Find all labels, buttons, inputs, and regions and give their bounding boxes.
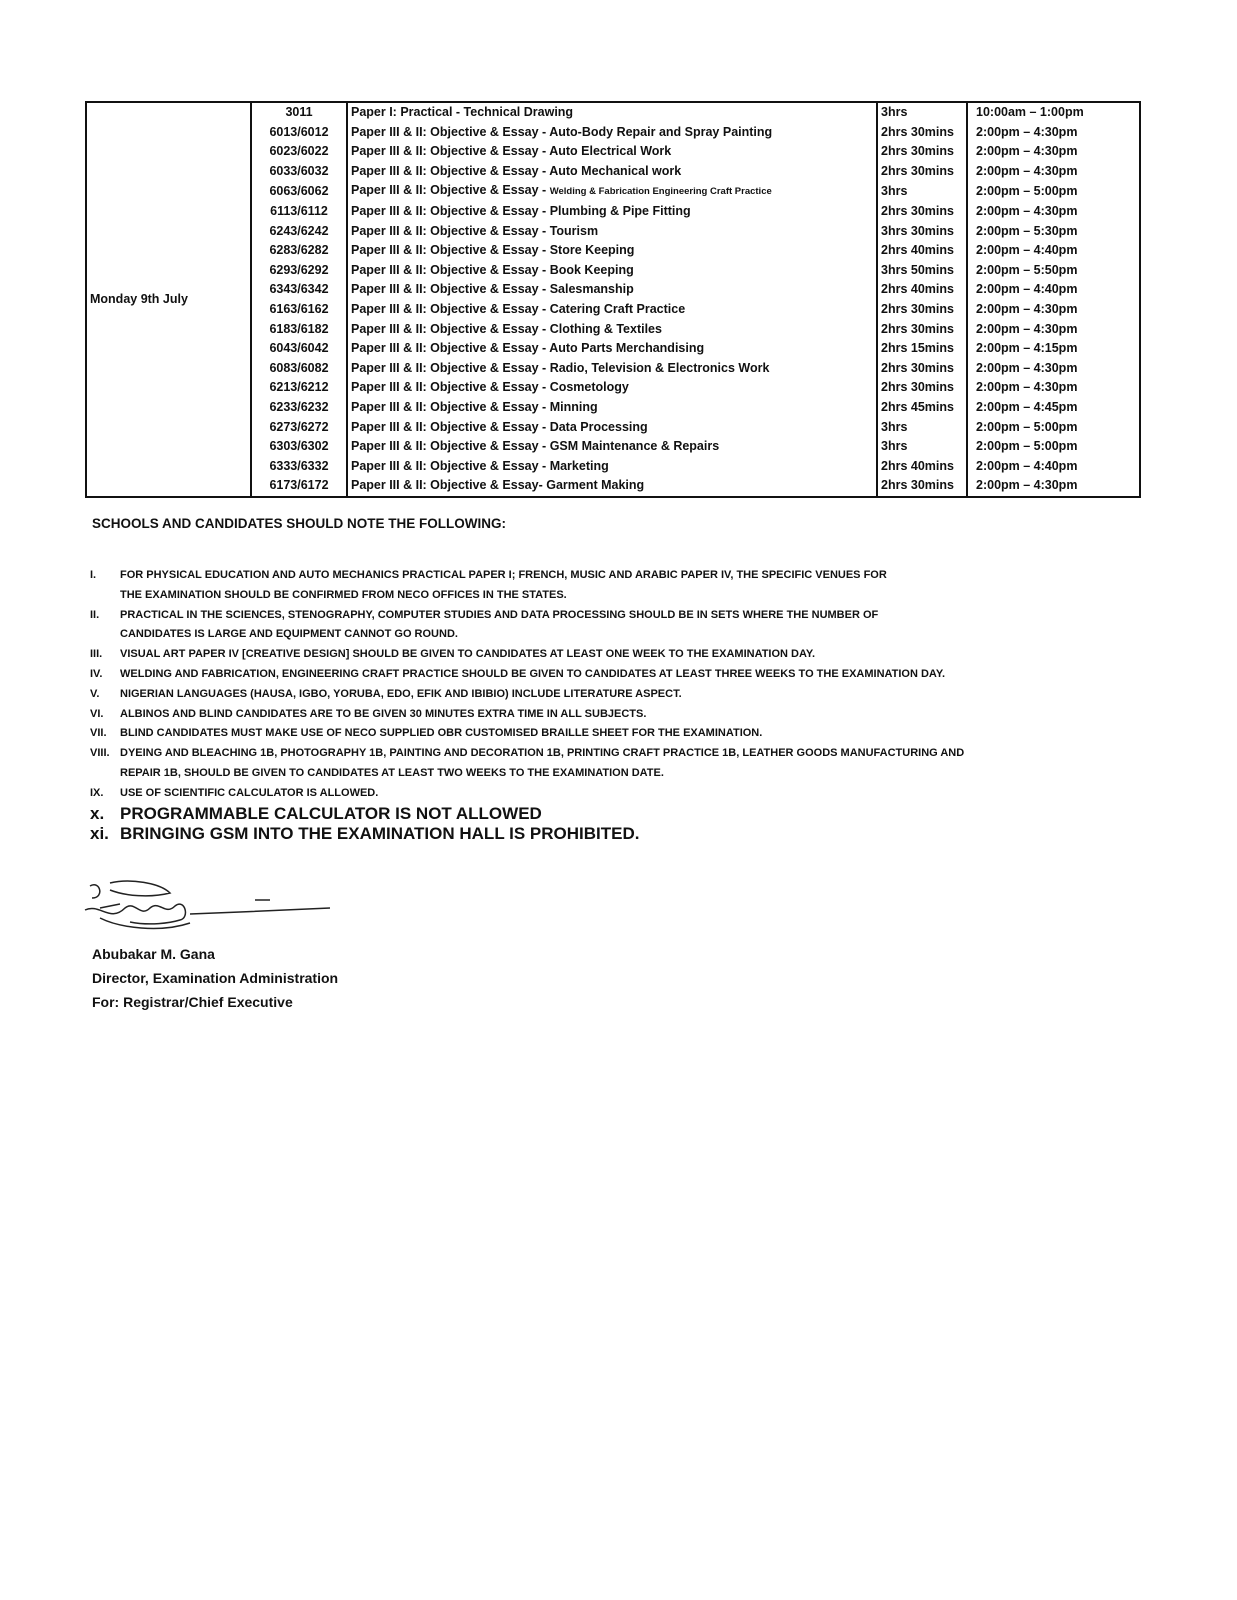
- note-number: III.: [90, 648, 103, 661]
- paper-code: 6333/6332: [251, 457, 347, 477]
- time-slot: 2:00pm – 5:50pm: [967, 261, 1140, 281]
- paper-title-text: Paper III & II: Objective & Essay - Auto Electrical Work: [351, 144, 672, 159]
- paper-code: 6083/6082: [251, 359, 347, 379]
- time-slot: 2:00pm – 4:30pm: [967, 123, 1140, 143]
- note-text: BLIND CANDIDATES MUST MAKE USE OF NECO SUPPLIED OBR CUSTOMISED BRAILLE SHEET FOR THE EXAMINATION.: [120, 727, 763, 740]
- duration: 2hrs 30mins: [877, 378, 967, 398]
- paper-title-text: Paper III & II: Objective & Essay - GSM Maintenance & Repairs: [351, 439, 720, 454]
- paper-title: [347, 142, 877, 162]
- time-slot: 2:00pm – 4:30pm: [967, 476, 1140, 497]
- time-slot: 2:00pm – 4:30pm: [967, 359, 1140, 379]
- paper-code: 6063/6062: [251, 181, 347, 202]
- paper-title-text: Paper III & II: Objective & Essay - Book Keeping: [351, 262, 634, 277]
- duration: 2hrs 30mins: [877, 162, 967, 182]
- time-slot: 10:00am – 1:00pm: [967, 102, 1140, 123]
- paper-code: 6293/6292: [251, 261, 347, 281]
- paper-code: 6033/6032: [251, 162, 347, 182]
- note-item: [90, 685, 964, 705]
- paper-code: 6173/6172: [251, 476, 347, 497]
- note-number: IX.: [90, 786, 104, 799]
- paper-title: [347, 261, 877, 281]
- note-number: I.: [90, 569, 97, 581]
- time-slot: 2:00pm – 4:30pm: [967, 300, 1140, 320]
- note-number: V.: [90, 687, 100, 700]
- time-slot: 2:00pm – 4:40pm: [967, 280, 1140, 300]
- duration: 2hrs 40mins: [877, 241, 967, 261]
- notes-title: SCHOOLS AND CANDIDATES SHOULD NOTE THE FOLLOWING:: [92, 516, 506, 531]
- note-number: II.: [90, 608, 100, 621]
- duration: 2hrs 45mins: [877, 398, 967, 418]
- paper-title: [347, 280, 877, 300]
- paper-code: 6113/6112: [251, 202, 347, 222]
- paper-title: [347, 320, 877, 340]
- notes-list: [90, 566, 964, 844]
- exam-timetable: [85, 101, 1141, 498]
- note-item: [90, 665, 964, 685]
- note-text: PROGRAMMABLE CALCULATOR IS NOT ALLOWED: [120, 803, 542, 823]
- paper-title: [347, 359, 877, 379]
- paper-title: [347, 102, 877, 123]
- paper-title: [347, 457, 877, 477]
- paper-title: [347, 418, 877, 438]
- paper-title-text: Paper III & II: Objective & Essay - Tourism: [351, 223, 599, 238]
- paper-code: 6163/6162: [251, 300, 347, 320]
- paper-title-text: Paper III & II: Objective & Essay - Catering Craft Practice: [351, 301, 686, 316]
- time-slot: 2:00pm – 4:40pm: [967, 457, 1140, 477]
- note-item: [90, 606, 964, 646]
- paper-code: 6043/6042: [251, 339, 347, 359]
- note-number: VI.: [90, 707, 104, 720]
- note-item: [90, 824, 964, 844]
- note-text: NIGERIAN LANGUAGES (HAUSA, IGBO, YORUBA, EDO, EFIK AND IBIBIO) INCLUDE LITERATURE ASPECT.: [120, 687, 682, 700]
- paper-title-text: Paper III & II: Objective & Essay - Clothing & Textiles: [351, 321, 662, 336]
- paper-code: 3011: [251, 102, 347, 123]
- paper-title-text: Paper I: Practical - Technical Drawing: [351, 105, 574, 119]
- note-text-continued: THE EXAMINATION SHOULD BE CONFIRMED FROM NECO OFFICES IN THE STATES.: [120, 588, 567, 601]
- duration: 3hrs 50mins: [877, 261, 967, 281]
- paper-title: [347, 222, 877, 242]
- paper-code: 6013/6012: [251, 123, 347, 143]
- note-text: DYEING AND BLEACHING 1B, PHOTOGRAPHY 1B, PAINTING AND DECORATION 1B, PRINTING CRAFT PRACTICE 1B, LEATHER GOODS MANUFACTURING AND: [120, 747, 965, 760]
- paper-code: 6343/6342: [251, 280, 347, 300]
- duration: 2hrs 30mins: [877, 359, 967, 379]
- paper-code: 6023/6022: [251, 142, 347, 162]
- time-slot: 2:00pm – 5:00pm: [967, 418, 1140, 438]
- note-text: USE OF SCIENTIFIC CALCULATOR IS ALLOWED.: [120, 786, 379, 799]
- time-slot: 2:00pm – 4:30pm: [967, 202, 1140, 222]
- paper-title-text: Paper III & II: Objective & Essay - Auto Mechanical work: [351, 163, 682, 178]
- note-item: [90, 744, 964, 784]
- paper-title: [347, 181, 877, 202]
- note-item: [90, 804, 964, 824]
- paper-title: [347, 162, 877, 182]
- paper-title-text: Paper III & II: Objective & Essay - Auto Parts Merchandising: [351, 341, 705, 356]
- note-item: [90, 705, 964, 725]
- paper-title-text: Paper III & II: Objective & Essay - Plumbing & Pipe Fitting: [351, 203, 691, 218]
- duration: 2hrs 15mins: [877, 339, 967, 359]
- paper-code: 6183/6182: [251, 320, 347, 340]
- note-text: BRINGING GSM INTO THE EXAMINATION HALL IS PROHIBITED.: [120, 823, 640, 843]
- note-text: FOR PHYSICAL EDUCATION AND AUTO MECHANICS PRACTICAL PAPER I; FRENCH, MUSIC AND ARABIC PAPER IV, THE SPECIFIC VENUES FOR: [120, 569, 887, 581]
- paper-title-text: Paper III & II: Objective & Essay - Data Processing: [351, 419, 648, 434]
- note-text-continued: CANDIDATES IS LARGE AND EQUIPMENT CANNOT GO ROUND.: [120, 628, 458, 641]
- time-slot: 2:00pm – 4:30pm: [967, 320, 1140, 340]
- paper-title: [347, 202, 877, 222]
- time-slot: 2:00pm – 4:30pm: [967, 162, 1140, 182]
- time-slot: 2:00pm – 5:00pm: [967, 181, 1140, 202]
- paper-title: [347, 398, 877, 418]
- paper-title: [347, 241, 877, 261]
- signer-name: Abubakar M. Gana: [92, 946, 215, 962]
- note-item: [90, 645, 964, 665]
- paper-title-text: Paper III & II: Objective & Essay -: [351, 183, 550, 198]
- paper-title: [347, 339, 877, 359]
- time-slot: 2:00pm – 4:15pm: [967, 339, 1140, 359]
- time-slot: 2:00pm – 4:30pm: [967, 142, 1140, 162]
- paper-title-small: Welding & Fabrication Engineering Craft Practice: [549, 186, 772, 198]
- paper-code: 6303/6302: [251, 437, 347, 457]
- duration: 2hrs 30mins: [877, 123, 967, 143]
- paper-title-text: Paper III & II: Objective & Essay - Minning: [351, 399, 598, 414]
- time-slot: 2:00pm – 4:40pm: [967, 241, 1140, 261]
- paper-title: [347, 300, 877, 320]
- paper-title: [347, 437, 877, 457]
- note-number: VIII.: [90, 747, 110, 760]
- note-number: IV.: [90, 667, 103, 680]
- signer-block: [92, 942, 338, 1014]
- time-slot: 2:00pm – 5:00pm: [967, 437, 1140, 457]
- paper-title: [347, 378, 877, 398]
- paper-code: 6283/6282: [251, 241, 347, 261]
- duration: 3hrs: [877, 418, 967, 438]
- duration: 2hrs 30mins: [877, 142, 967, 162]
- paper-code: 6273/6272: [251, 418, 347, 438]
- duration: 2hrs 30mins: [877, 202, 967, 222]
- duration: 3hrs: [877, 102, 967, 123]
- note-number: xi.: [90, 823, 109, 843]
- time-slot: 2:00pm – 4:30pm: [967, 378, 1140, 398]
- duration: 2hrs 30mins: [877, 476, 967, 497]
- duration: 3hrs: [877, 437, 967, 457]
- paper-title-text: Paper III & II: Objective & Essay - Salesmanship: [351, 282, 634, 297]
- time-slot: 2:00pm – 5:30pm: [967, 222, 1140, 242]
- signer-title: Director, Examination Administration: [92, 970, 339, 986]
- note-number: x.: [90, 803, 105, 823]
- time-slot: 2:00pm – 4:45pm: [967, 398, 1140, 418]
- duration: 2hrs 30mins: [877, 320, 967, 340]
- paper-code: 6213/6212: [251, 378, 347, 398]
- note-item: [90, 566, 964, 606]
- paper-title: [347, 476, 877, 497]
- duration: 2hrs 40mins: [877, 457, 967, 477]
- duration: 2hrs 40mins: [877, 280, 967, 300]
- signer-for: For: Registrar/Chief Executive: [92, 994, 293, 1010]
- note-text-continued: REPAIR 1B, SHOULD BE GIVEN TO CANDIDATES AT LEAST TWO WEEKS TO THE EXAMINATION DATE.: [120, 766, 664, 779]
- paper-title-text: Paper III & II: Objective & Essay - Cosmetology: [351, 380, 629, 395]
- exam-date: Monday 9th July: [86, 102, 251, 497]
- paper-title-text: Paper III & II: Objective & Essay - Radio, Television & Electronics Work: [351, 360, 770, 375]
- note-item: [90, 724, 964, 744]
- note-item: [90, 784, 964, 804]
- note-text: ALBINOS AND BLIND CANDIDATES ARE TO BE GIVEN 30 MINUTES EXTRA TIME IN ALL SUBJECTS.: [120, 707, 647, 720]
- paper-code: 6243/6242: [251, 222, 347, 242]
- paper-title-text: Paper III & II: Objective & Essay- Garment Making: [351, 478, 645, 493]
- note-text: VISUAL ART PAPER IV [CREATIVE DESIGN] SHOULD BE GIVEN TO CANDIDATES AT LEAST ONE WEEK TO THE EXAMINATION DAY.: [120, 648, 816, 661]
- paper-title-text: Paper III & II: Objective & Essay - Marketing: [351, 458, 609, 473]
- paper-title-text: Paper III & II: Objective & Essay - Store Keeping: [351, 243, 635, 258]
- duration: 3hrs: [877, 181, 967, 202]
- note-text: WELDING AND FABRICATION, ENGINEERING CRAFT PRACTICE SHOULD BE GIVEN TO CANDIDATES AT LEAST THREE WEEKS TO THE EXAMINATION DAY.: [120, 667, 946, 680]
- note-number: VII.: [90, 727, 107, 740]
- duration: 2hrs 30mins: [877, 300, 967, 320]
- paper-title: [347, 123, 877, 143]
- note-text: PRACTICAL IN THE SCIENCES, STENOGRAPHY, COMPUTER STUDIES AND DATA PROCESSING SHOULD BE IN SETS WHERE THE NUMBER OF: [120, 608, 879, 621]
- table-row: [86, 102, 1140, 123]
- duration: 3hrs 30mins: [877, 222, 967, 242]
- paper-code: 6233/6232: [251, 398, 347, 418]
- paper-title-text: Paper III & II: Objective & Essay - Auto-Body Repair and Spray Painting: [351, 124, 773, 139]
- signature: [80, 878, 340, 938]
